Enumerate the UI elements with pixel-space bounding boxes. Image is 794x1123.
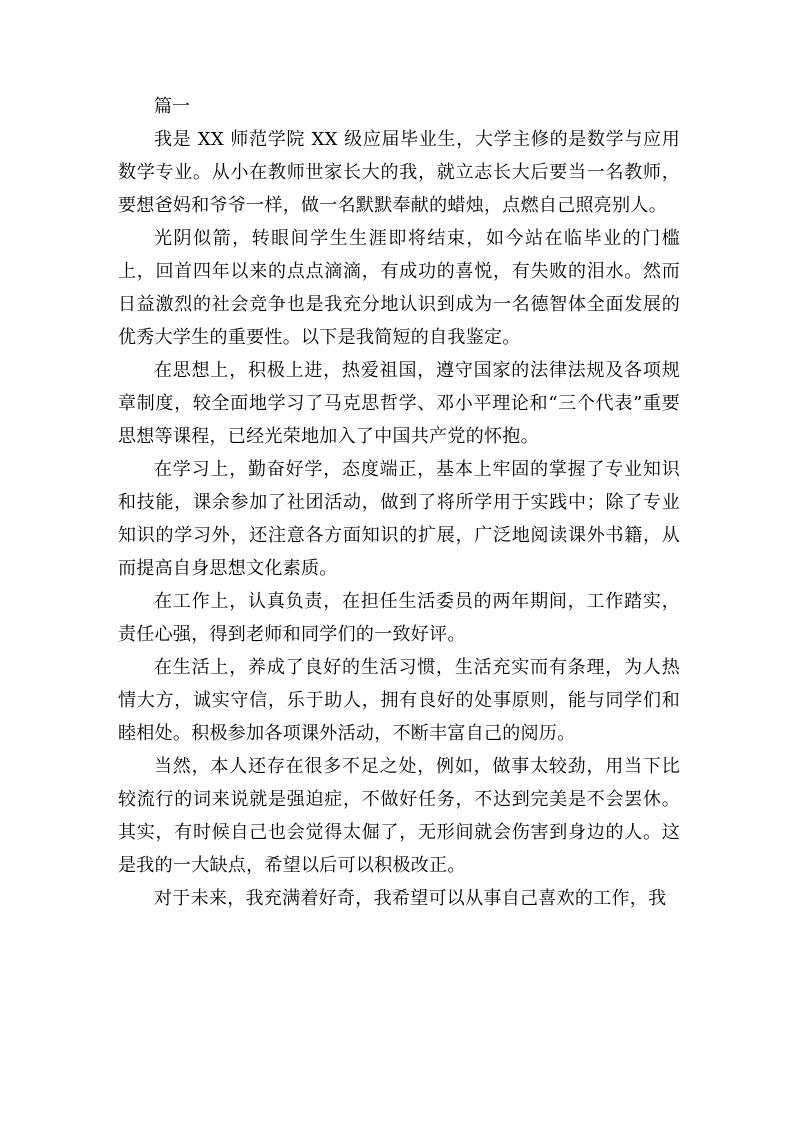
paragraph-shortcomings: 当然，本人还存在很多不足之处，例如，做事太较劲，用当下比较流行的词来说就是强迫症，不做好任务，不达到完美是不会罢休。其实，有时候自己也会觉得太倔了，无形间就会伤害到身边的人。这是我的一大缺点，希望以后可以积极改正。 [118,756,680,876]
paragraph-work: 在工作上，认真负责，在担任生活委员的两年期间，工作踏实，责任心强，得到老师和同学们的一致好评。 [118,591,680,645]
paragraph-ideology: 在思想上，积极上进，热爱祖国，遵守国家的法律法规及各项规章制度，较全面地学习了马克思哲学、邓小平理论和“三个代表”重要思想等课程，已经光荣地加入了中国共产党的怀抱。 [118,360,680,447]
document-body [118,90,680,915]
paragraph-life: 在生活上，养成了良好的生活习惯，生活充实而有条理，为人热情大方，诚实守信，乐于助人，拥有良好的处事原则，能与同学们和睦相处。积极参加各项课外活动，不断丰富自己的阅历。 [118,657,680,744]
paragraph-study: 在学习上，勤奋好学，态度端正，基本上牢固的掌握了专业知识和技能，课余参加了社团活动，做到了将所学用于实践中；除了专业知识的学习外，还注意各方面知识的扩展，广泛地阅读课外书籍，从而提高自身思想文化素质。 [118,459,680,579]
section-heading: 篇一 [154,96,190,117]
paragraph-future: 对于未来，我充满着好奇，我希望可以从事自己喜欢的工作，我 [154,888,667,909]
paragraph-intro: 我是 XX 师范学院 XX 级应届毕业生，大学主修的是数学与应用数学专业。从小在教师世家长大的我，就立志长大后要当一名教师，要想爸妈和爷爷一样，做一名默默奉献的蜡烛，点燃自己照亮别人。 [118,129,680,216]
paragraph-reflection: 光阴似箭，转眼间学生生涯即将结束，如今站在临毕业的门槛上，回首四年以来的点点滴滴，有成功的喜悦，有失败的泪水。然而日益激烈的社会竞争也是我充分地认识到成为一名德智体全面发展的优秀大学生的重要性。以下是我简短的自我鉴定。 [118,228,680,348]
